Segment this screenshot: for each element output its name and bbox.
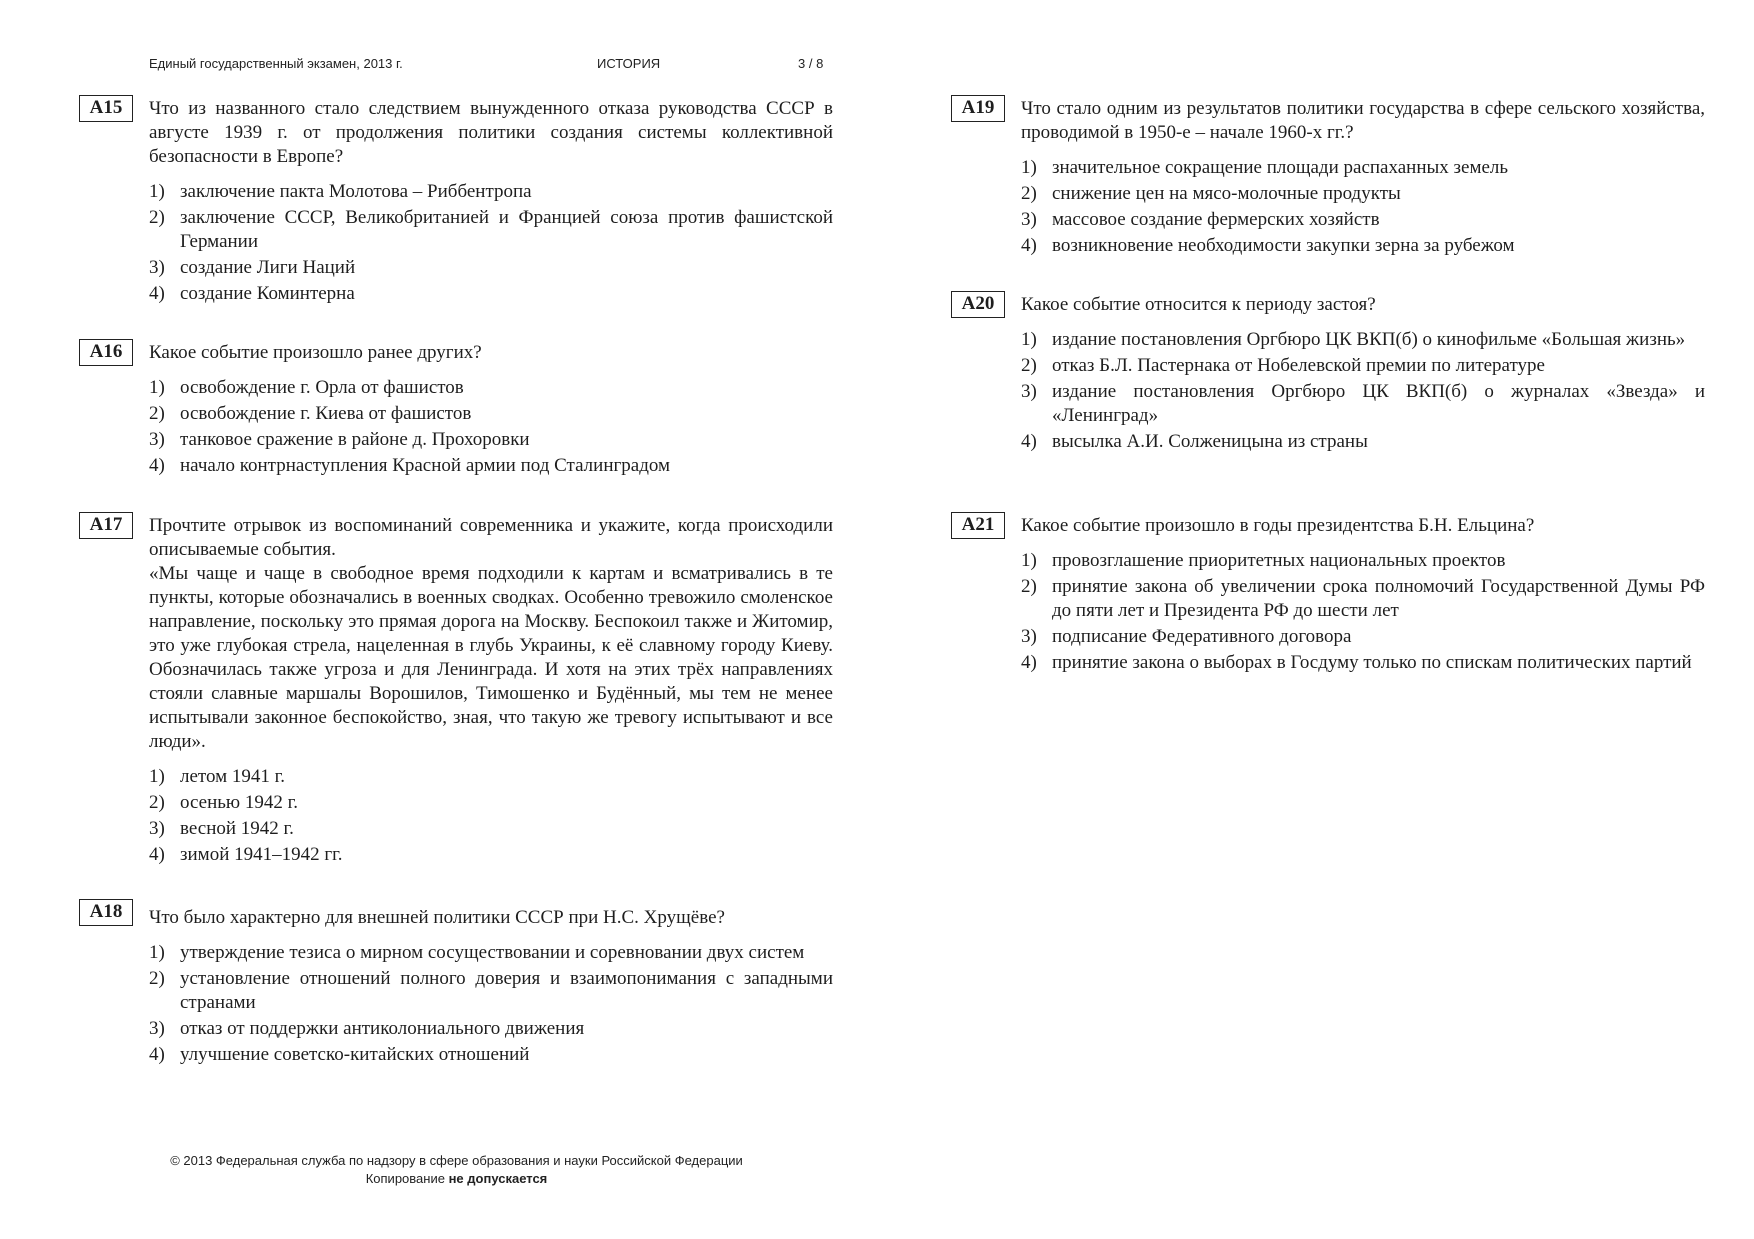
option-number: 1) [149,181,165,202]
answer-option [1021,651,1705,675]
option-number: 2) [149,207,165,228]
question-text: Что было характерно для внешней политики СССР при Н.С. Хрущёве? [149,907,725,928]
question-a16 [79,341,834,480]
question-text: Какое событие произошло ранее других? [149,342,482,363]
option-number: 4) [149,1044,165,1065]
option-number: 3) [149,1018,165,1039]
answer-option [1021,328,1705,352]
option-number: 1) [149,766,165,787]
option-text: создание Лиги Наций [180,257,356,278]
option-number: 4) [1021,235,1037,256]
answer-option [149,206,833,254]
answer-options [1021,156,1705,258]
answer-options [1021,328,1705,454]
option-text: зимой 1941–1942 гг. [180,844,343,865]
answer-options [149,376,833,478]
option-number: 4) [149,455,165,476]
answer-option [149,180,833,204]
option-number: 3) [149,257,165,278]
option-text: освобождение г. Киева от фашистов [180,403,472,424]
option-number: 3) [1021,381,1037,402]
copy-notice-line [79,1170,834,1188]
copyright-line: © 2013 Федеральная служба по надзору в сфере образования и науки Российской Федерации [170,1153,743,1168]
question-number-box: A16 [79,339,133,366]
option-number: 3) [149,818,165,839]
option-text: значительное сокращение площади распаханных земель [1052,157,1509,178]
option-text: создание Коминтерна [180,283,355,304]
question-text: Какое событие произошло в годы президентства Б.Н. Ельцина? [1021,515,1535,536]
option-number: 2) [1021,355,1037,376]
option-number: 3) [149,429,165,450]
option-text: принятие закона о выборах в Госдуму только по спискам политических партий [1052,652,1692,673]
option-number: 1) [1021,329,1037,350]
option-number: 4) [149,844,165,865]
question-text: Прочтите отрывок из воспоминаний современника и укажите, когда происходили описываемые события. [149,515,833,560]
answer-options [1021,549,1705,675]
header-exam-title: Единый государственный экзамен, 2013 г. [149,56,403,71]
option-text: утверждение тезиса о мирном сосуществовании и соревновании двух систем [180,942,805,963]
option-text: весной 1942 г. [180,818,294,839]
answer-option [149,1017,833,1041]
answer-option [149,843,833,867]
option-text: отказ Б.Л. Пастернака от Нобелевской премии по литературе [1052,355,1545,376]
option-number: 2) [149,403,165,424]
option-text: летом 1941 г. [180,766,286,787]
option-number: 1) [1021,550,1037,571]
option-text: освобождение г. Орла от фашистов [180,377,464,398]
answer-option [149,256,833,280]
answer-option [1021,430,1705,454]
option-text: осенью 1942 г. [180,792,298,813]
answer-option [1021,625,1705,649]
answer-option [149,282,833,306]
option-text: возникновение необходимости закупки зерна за рубежом [1052,235,1515,256]
option-number: 3) [1021,209,1037,230]
option-number: 2) [1021,183,1037,204]
option-number: 2) [149,792,165,813]
copy-notice-bold: не допускается [448,1171,548,1186]
question-number-box: A21 [951,512,1005,539]
option-text: издание постановления Оргбюро ЦК ВКП(б) о кинофильме «Большая жизнь» [1052,329,1686,350]
question-number-box: A17 [79,512,133,539]
question-number-box: A19 [951,95,1005,122]
answer-options [149,941,833,1067]
question-a18 [79,901,834,1069]
option-text: улучшение советско-китайских отношений [180,1044,530,1065]
option-text: танковое сражение в районе д. Прохоровки [180,429,530,450]
question-number-box: A18 [79,899,133,926]
answer-option [149,1043,833,1067]
option-number: 1) [1021,157,1037,178]
option-text: отказ от поддержки антиколониального движения [180,1018,585,1039]
header-subject: ИСТОРИЯ [597,56,661,71]
answer-option [149,967,833,1015]
question-number-box: A20 [951,291,1005,318]
answer-option [1021,182,1705,206]
answer-option [149,765,833,789]
question-a20 [951,293,1706,456]
option-text: массовое создание фермерских хозяйств [1052,209,1380,230]
question-text: Что стало одним из результатов политики государства в сфере сельского хозяйства, проводимой в 1950-е – начале 1960-х гг.? [1021,98,1705,143]
answer-option [149,428,833,452]
answer-option [1021,234,1705,258]
question-text: Какое событие относится к периоду застоя? [1021,294,1376,315]
quoted-passage: «Мы чаще и чаще в свободное время подходили к картам и всматривались в те пункты, которые обозначались в военных сводках. Особенно тревожило смоленское направление, поскольку это прямая дорога на Москву. Беспокоил также и Житомир, это уже глубокая стрела, нацеленная в глубь Украины, к её славному городу Киеву. Обозначилась также угроза и для Ленинграда. И хотя на этих трёх направлениях стояли славные маршалы Ворошилов, Тимошенко и Будённый, мы тем не менее испытывали законное беспокойство, зная, что такую же тревогу испытывают и все люди». [149,563,833,752]
option-text: принятие закона об увеличении срока полномочий Государственной Думы РФ до пяти лет и Президента РФ до шести лет [1052,576,1705,621]
option-number: 4) [1021,652,1037,673]
answer-option [149,402,833,426]
option-number: 4) [149,283,165,304]
option-text: заключение пакта Молотова – Риббентропа [180,181,532,202]
answer-options [149,180,833,306]
answer-option [1021,380,1705,428]
option-text: высылка А.И. Солженицына из страны [1052,431,1368,452]
option-text: снижение цен на мясо-молочные продукты [1052,183,1401,204]
copyright-footer [79,1152,834,1188]
answer-option [149,376,833,400]
option-number: 3) [1021,626,1037,647]
copy-notice-prefix: Копирование [365,1171,445,1186]
option-number: 2) [149,968,165,989]
question-a19 [951,97,1706,260]
option-number: 1) [149,942,165,963]
option-text: начало контрнаступления Красной армии под Сталинградом [180,455,671,476]
answer-option [1021,354,1705,378]
option-text: издание постановления Оргбюро ЦК ВКП(б) о журналах «Звезда» и «Ленинград» [1052,381,1705,426]
option-text: установление отношений полного доверия и взаимопонимания с западными странами [180,968,833,1013]
question-a17 [79,514,834,869]
question-a21 [951,514,1706,677]
option-text: заключение СССР, Великобританией и Францией союза против фашистской Германии [180,207,833,252]
option-text: провозглашение приоритетных национальных проектов [1052,550,1506,571]
answer-option [1021,208,1705,232]
option-number: 1) [149,377,165,398]
answer-option [1021,549,1705,573]
answer-option [149,791,833,815]
header-page-number: 3 / 8 [798,56,824,71]
question-text: Что из названного стало следствием вынужденного отказа руководства СССР в августе 1939 г. от продолжения политики создания системы коллективной безопасности в Европе? [149,98,833,167]
question-a15 [79,97,834,308]
answer-option [1021,575,1705,623]
option-text: подписание Федеративного договора [1052,626,1352,647]
option-number: 4) [1021,431,1037,452]
option-number: 2) [1021,576,1037,597]
question-number-box: A15 [79,95,133,122]
answer-option [149,817,833,841]
answer-option [149,941,833,965]
answer-option [1021,156,1705,180]
answer-options [149,765,833,867]
answer-option [149,454,833,478]
